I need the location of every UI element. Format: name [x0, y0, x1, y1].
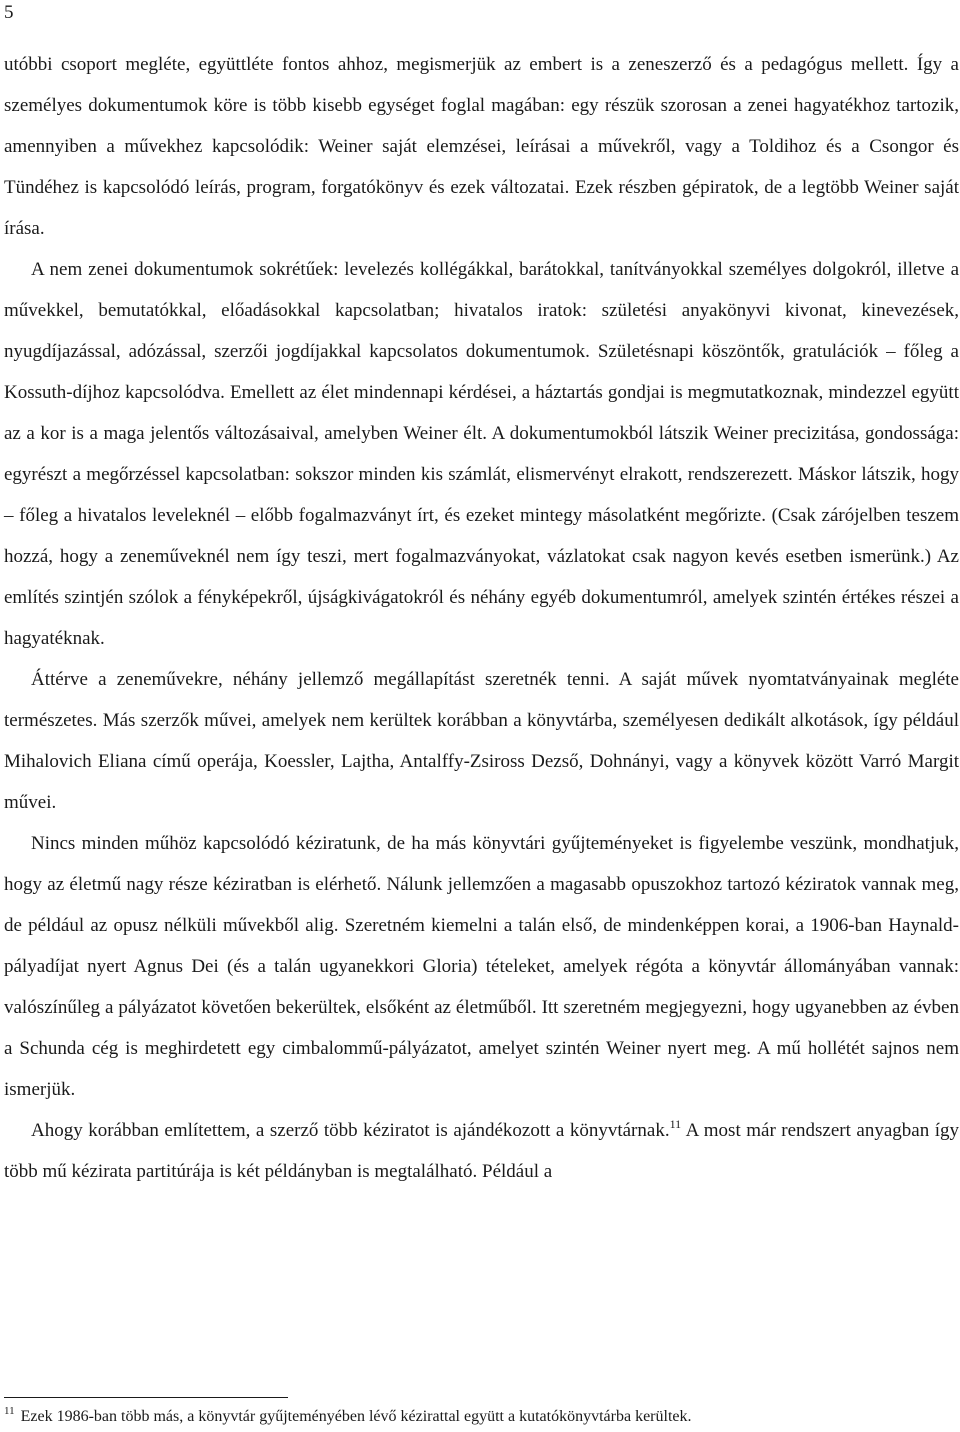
paragraph-1: utóbbi csoport megléte, együttléte fontos ahhoz, megismerjük az embert is a zeneszerző és a pedagógus mellett. Így a személyes dokumentumok köre is több kisebb egységet foglal magában: egy részük szorosan a zenei hagyatékhoz tartozik, amennyiben a művekhez kapcsolódik: Weiner saját elemzései, leírásai a művekről, vagy a Toldihoz és a Csongor és Tündéhez is kapcsolódó leírás, program, forgatókönyv és ezek változatai. Ezek részben gépiratok, de a legtöbb Weiner saját írása. [4, 54, 959, 239]
paragraph-2: A nem zenei dokumentumok sokrétűek: levelezés kollégákkal, barátokkal, tanítványokkal személyes dolgokról, illetve a művekkel, bemutatókkal, előadásokkal kapcsolatban; hivatalos iratok: születési anyakönyvi kivonat, kinevezések, nyugdíjazással, adózással, szerzői jogdíjakkal kapcsolatos dokumentumok. Születésnapi köszöntők, gratulációk – főleg a Kossuth-díjhoz kapcsolódva. Emellett az élet mindennapi kérdései, a háztartás gondjai is megmutatkoznak, mindezzel együtt az a kor is a maga jelentős változásaival, amelyben Weiner élt. A dokumentumokból látszik Weiner precizitása, gondossága: egyrészt a megőrzéssel kapcsolatban: sokszor minden kis számlát, elismervényt elrakott, rendszerezett. Máskor látszik, hogy – főleg a hivatalos leveleknél – előbb fogalmazványt írt, és ezeket mintegy másolatként megőrizte. (Csak zárójelben teszem hozzá, hogy a zeneműveknél nem így teszi, mert fogalmazványokat, vázlatokat csak nagyon kevés esetben ismerünk.) Az említés szintjén szólok a fényképekről, újságkivágatokról és néhány egyéb dokumentumról, amelyek szintén értékes részei a hagyatéknak. [4, 259, 959, 649]
paragraph-5-text-b: A most már rendszert anyagban így több mű kézirata partitúrája is két példányban is megtalálható. Például a [4, 1120, 959, 1182]
footnote-text: Ezek 1986-ban több más, a könyvtár gyűjteményében lévő kézirattal együtt a kutatókönyvtárba kerültek. [20, 1408, 692, 1425]
body-text [4, 44, 959, 1192]
paragraph-5 [4, 1110, 959, 1192]
paragraph-5-text-a: Ahogy korábban említettem, a szerző több kéziratot is ajándékozott a könyvtárnak. [31, 1120, 670, 1141]
footnote-mark: 11 [4, 1405, 15, 1417]
footnote-reference: 11 [669, 1117, 682, 1131]
page-number: 5 [4, 2, 14, 23]
paragraph-4: Nincs minden műhöz kapcsolódó kéziratunk, de ha más könyvtári gyűjteményeket is figyelembe veszünk, mondhatjuk, hogy az életmű nagy része kéziratban is elérhető. Nálunk jellemzően a magasabb opuszokhoz tartozó kéziratok vannak meg, de például az opusz nélküli művekből alig. Szeretném kiemelni a talán első, de mindenképpen korai, a 1906-ban Haynald-pályadíjat nyert Agnus Dei (és a talán ugyanekkori Gloria) tételeket, amelyek régóta a könyvtár állományában vannak: valószínűleg a pályázatot követően bekerültek, elsőként az életműből. Itt szeretném megjegyezni, hogy ugyanebben az évben a Schunda cég is meghirdetett egy cimbalommű-pályázatot, amelyet szintén Weiner nyert meg. A mű hollétét sajnos nem ismerjük. [4, 833, 959, 1100]
footnote-separator [4, 1397, 288, 1398]
paragraph-3: Áttérve a zeneművekre, néhány jellemző megállapítást szeretnék tenni. A saját művek nyomtatványainak megléte természetes. Más szerzők művei, amelyek nem kerültek korábban a könyvtárba, személyesen dedikált alkotások, így például Mihalovich Eliana című operája, Koessler, Lajtha, Antalffy-Zsiross Dezső, Dohnányi, vagy a könyvek között Varró Margit művei. [4, 669, 959, 813]
footnote [4, 1405, 959, 1429]
